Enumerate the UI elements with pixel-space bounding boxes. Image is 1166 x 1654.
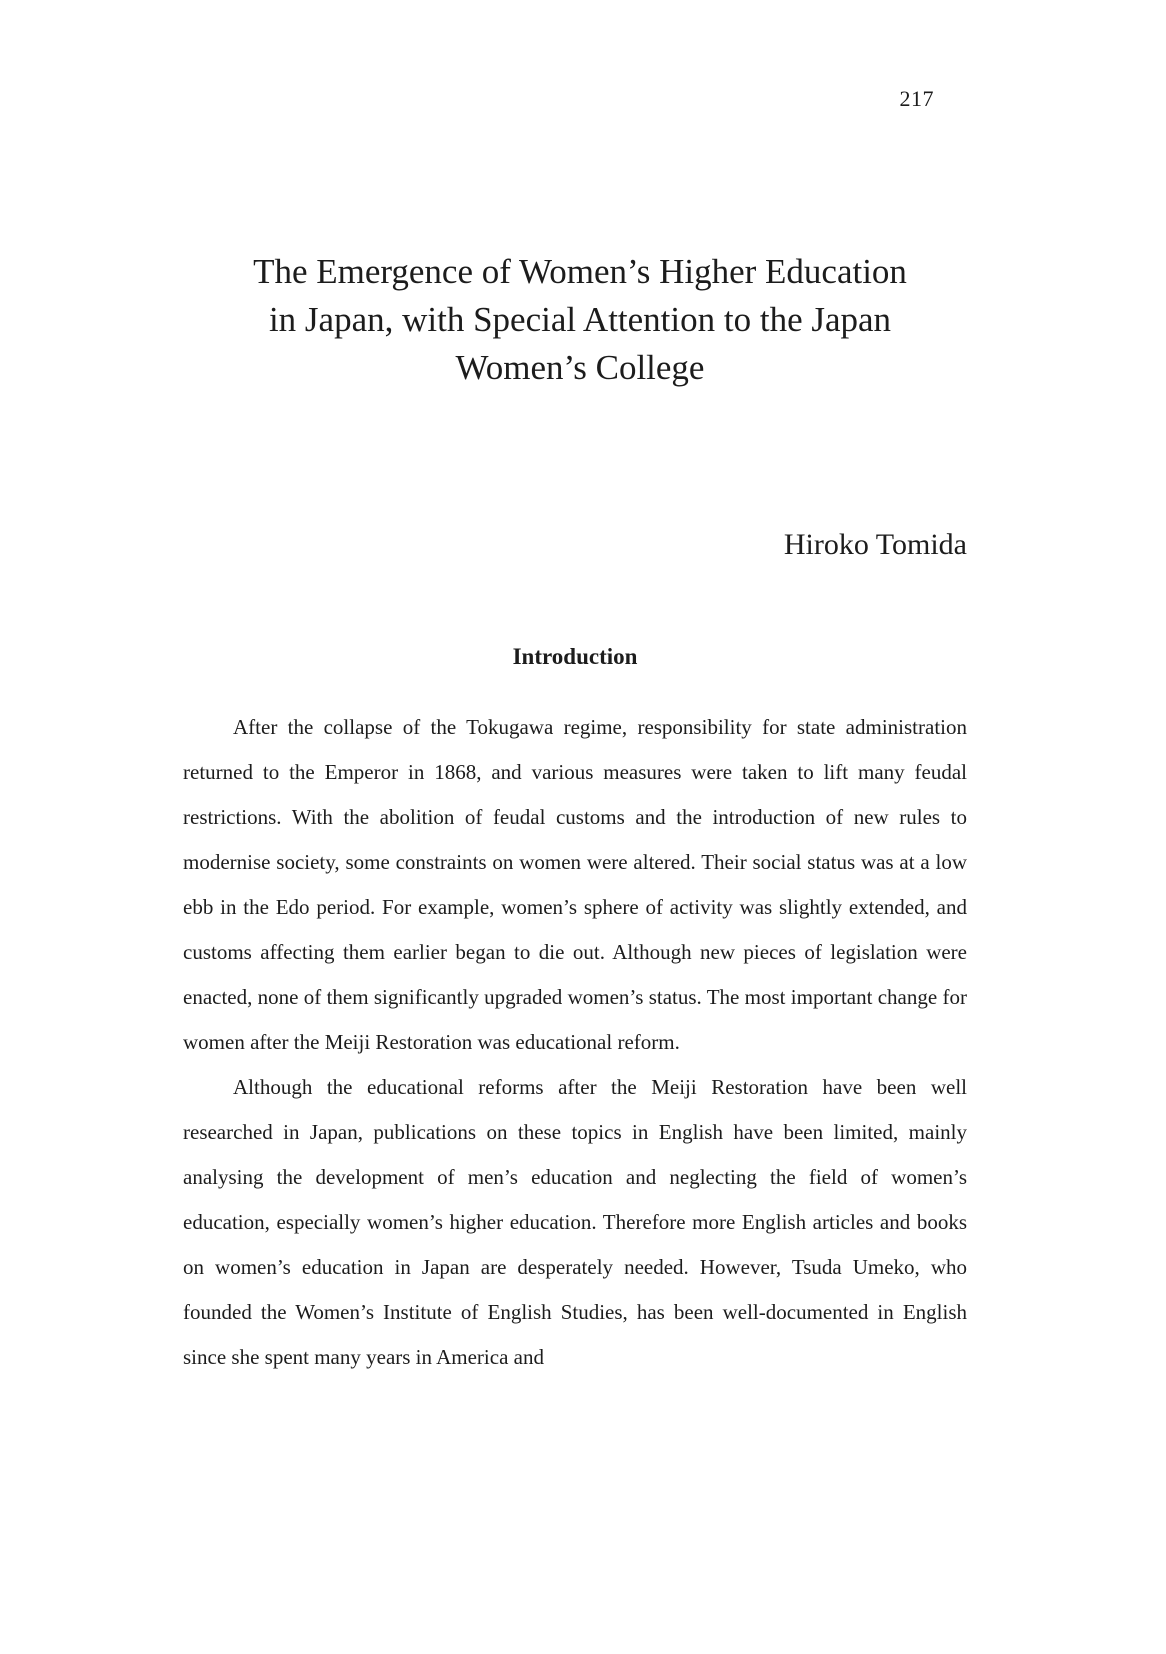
- article-title-line-3: Women’s College: [455, 348, 705, 387]
- article-body: [183, 705, 967, 1380]
- paragraph: After the collapse of the Tokugawa regime, responsibility for state administration returned to the Emperor in 1868, and various measures were taken to lift many feudal restrictions. With the abolition of feudal customs and the introduction of new rules to modernise society, some constraints on women were altered. Their social status was at a low ebb in the Edo period. For example, women’s sphere of activity was slightly extended, and customs affecting them earlier began to die out. Although new pieces of legislation were enacted, none of them significantly upgraded women’s status. The most important change for women after the Meiji Restoration was educational reform.: [183, 715, 967, 1054]
- section-heading-introduction: Introduction: [512, 644, 638, 669]
- article-title-line-2: in Japan, with Special Attention to the Japan: [268, 300, 892, 339]
- paragraph: Although the educational reforms after the Meiji Restoration have been well researched in Japan, publications on these topics in English have been limited, mainly analysing the development of men’s education and neglecting the field of women’s education, especially women’s higher education. Therefore more English articles and books on women’s education in Japan are desperately needed. However, Tsuda Umeko, who founded the Women’s Institute of English Studies, has been well-documented in English since she spent many years in America and: [183, 1075, 967, 1369]
- author-name: Hiroko Tomida: [783, 528, 967, 561]
- article-title-line-1: The Emergence of Women’s Higher Education: [253, 252, 907, 291]
- article-title: [150, 248, 1010, 392]
- page-number: 217: [899, 86, 934, 111]
